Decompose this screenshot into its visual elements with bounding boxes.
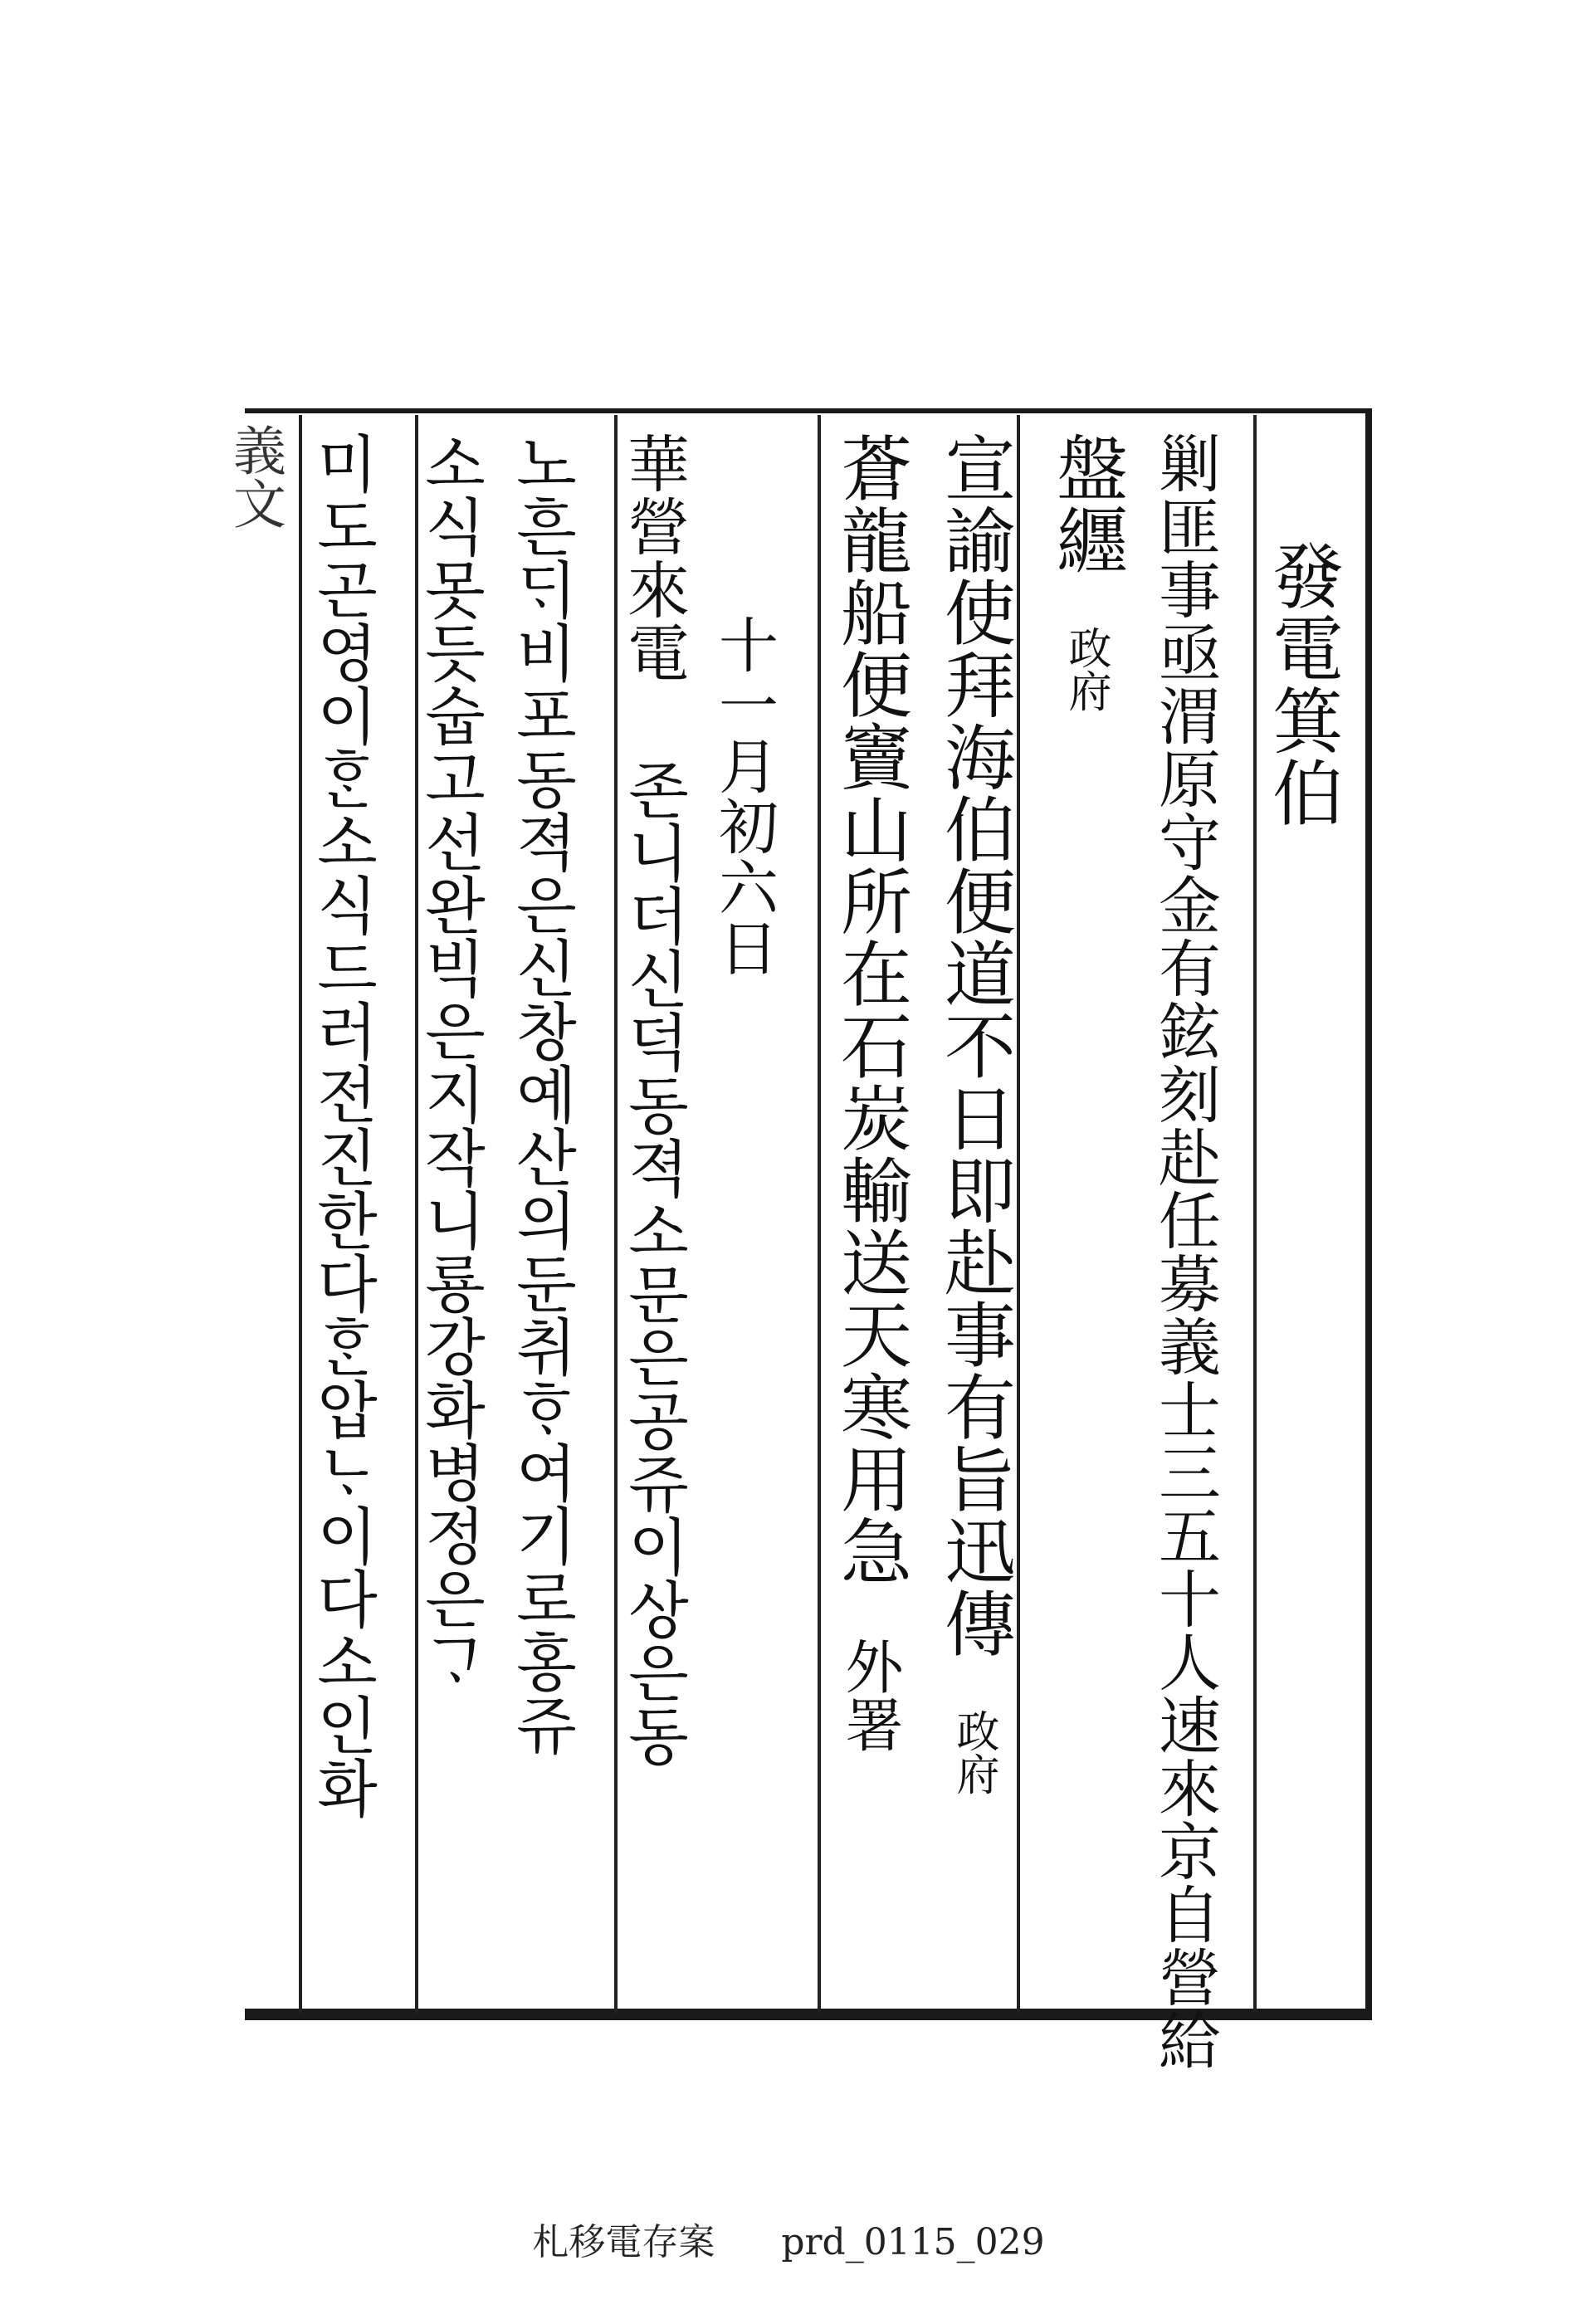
column-note: 政府 <box>1061 626 1111 712</box>
column-rule <box>1253 415 1257 2013</box>
footer-caption <box>0 2212 1577 2265</box>
text-column-9 <box>414 432 487 1693</box>
column-text: 宣諭使拜海伯便道不日即赴事有旨迅傳 <box>932 432 1015 1659</box>
column-text: 十一月初六日 <box>709 614 779 978</box>
text-column-2 <box>1149 432 1222 2072</box>
text-column-7 <box>618 432 691 1767</box>
footer-title: 札移電存案 <box>532 2221 715 2263</box>
column-rule <box>818 415 821 2013</box>
column-text: 盤纒 <box>1044 432 1127 576</box>
column-text: 發電箕伯 <box>1260 540 1343 828</box>
text-column-8 <box>505 432 579 1756</box>
column-text: 노흔ᄃᆡ비포동젹은신창예산의둔취ᄒᆞ여기로홍쥬 <box>505 432 579 1756</box>
column-text: 소식못듯숩고선완빅은지작니룡강화병정은ᄀᆞ <box>414 432 487 1693</box>
text-column-1 <box>1260 540 1343 828</box>
column-rule <box>1017 415 1020 2013</box>
column-rule <box>299 415 302 2013</box>
text-column-4 <box>932 432 1015 1795</box>
column-text: 미도곤영이ᄒᆞᆫ소식드러전진한다ᄒᆞᆫ압ᄂᆞ이다소인화 <box>306 432 379 1819</box>
text-column-5 <box>828 432 911 1753</box>
column-text: 華營來電 존니더신덕동젹소문은공쥬이상은동 <box>618 432 691 1767</box>
margin-label: 義文 <box>224 423 286 530</box>
text-column-10 <box>306 432 379 1819</box>
footer-code: prd_0115_029 <box>781 2221 1045 2263</box>
column-note: 外署 <box>836 1637 904 1753</box>
column-text: 剿匪事亟渭原守金有鉉刻赴任募義士三五十人速來京自營給 <box>1149 432 1222 2072</box>
column-text: 蒼龍船便竇山所在石炭輸送天寒用急 <box>828 432 911 1587</box>
text-column-3 <box>1044 432 1127 712</box>
text-column-6 <box>709 614 779 978</box>
column-note: 政府 <box>949 1709 998 1795</box>
